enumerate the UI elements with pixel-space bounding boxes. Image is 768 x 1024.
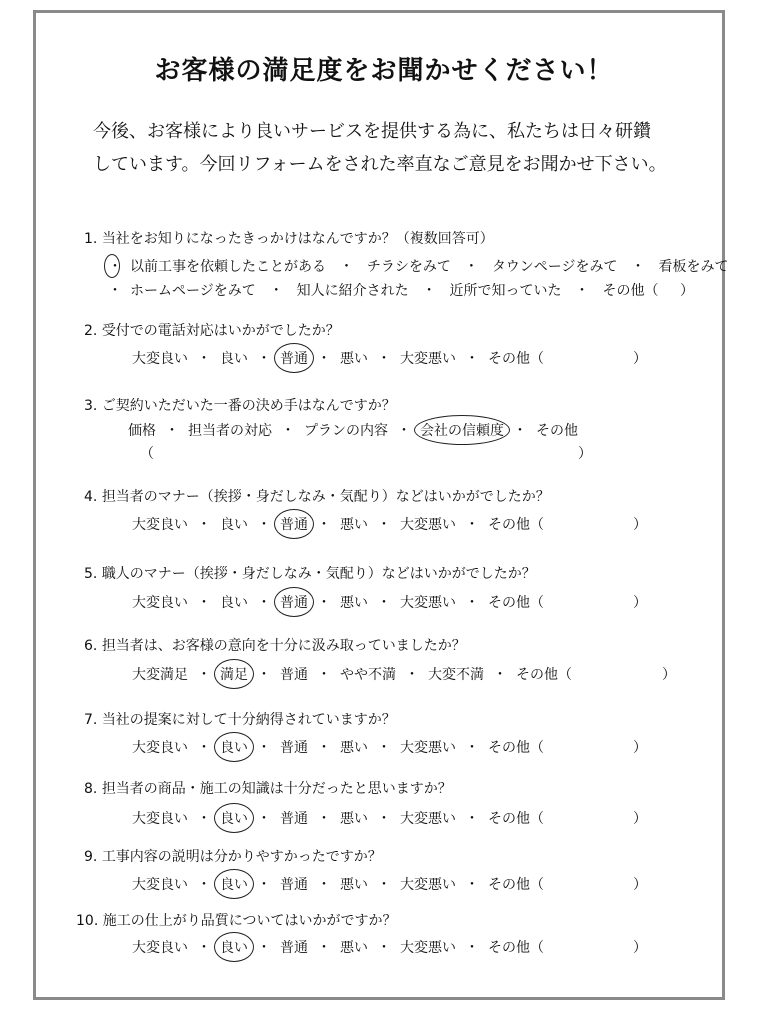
option-very-good[interactable]: 大変良い xyxy=(132,740,188,756)
question-10-options: 大変良い ・ 良い ・ 普通 ・ 悪い ・ 大変悪い ・ その他（ xyxy=(132,937,544,957)
option-good[interactable]: 良い xyxy=(220,595,248,611)
option-average[interactable]: 普通 xyxy=(280,348,308,368)
question-number: 5. xyxy=(84,566,98,582)
option-average[interactable]: 普通 xyxy=(280,514,308,534)
close-paren: ） xyxy=(662,667,676,683)
option-good[interactable]: 良い xyxy=(220,808,248,828)
option-other[interactable]: その他（ xyxy=(516,667,572,683)
close-paren: ） xyxy=(680,283,694,299)
option-referral[interactable]: 知人に紹介された xyxy=(296,283,409,299)
question-7 xyxy=(84,709,396,729)
question-number: 1. xyxy=(84,231,98,247)
close-paren: ） xyxy=(633,595,647,611)
option-very-bad[interactable]: 大変悪い xyxy=(400,351,456,367)
question-text: ご契約いただいた一番の決め手はなんですか？ xyxy=(101,398,396,414)
option-previous-work[interactable]: ・ 以前工事を依頼したことがある xyxy=(108,256,326,276)
option-price[interactable]: 価格 xyxy=(128,423,156,439)
intro-line-1: 今後、お客様により良いサービスを提供する為に、私たちは日々研鑽 xyxy=(93,121,651,142)
question-text: 受付での電話対応はいかがでしたか？ xyxy=(101,323,340,339)
option-very-satisfied[interactable]: 大変満足 xyxy=(132,667,188,683)
question-9-options: 大変良い ・ 良い ・ 普通 ・ 悪い ・ 大変悪い ・ その他（ xyxy=(132,874,544,894)
question-number: 4. xyxy=(84,489,98,505)
question-number: 9. xyxy=(84,849,98,865)
question-1-options-row-2: ・ ホームページをみて ・ 知人に紹介された ・ 近所で知っていた ・ その他（ xyxy=(108,280,658,300)
option-very-bad[interactable]: 大変悪い xyxy=(400,595,456,611)
option-very-good[interactable]: 大変良い xyxy=(132,595,188,611)
option-bad[interactable]: 悪い xyxy=(340,811,368,827)
question-text: 工事内容の説明は分かりやすかったですか？ xyxy=(101,849,382,865)
intro-line-2: しています。今回リフォームをされた率直なご意見をお聞かせ下さい。 xyxy=(93,154,667,175)
option-slightly-dissatisfied[interactable]: やや不満 xyxy=(340,667,396,683)
option-other[interactable]: その他（ xyxy=(488,517,544,533)
close-paren: ） xyxy=(633,740,647,756)
option-neighborhood[interactable]: 近所で知っていた xyxy=(449,283,562,299)
option-very-dissatisfied[interactable]: 大変不満 xyxy=(428,667,484,683)
option-signboard[interactable]: 看板をみて xyxy=(658,259,729,275)
option-satisfied[interactable]: 満足 xyxy=(220,664,248,684)
question-9 xyxy=(84,846,382,866)
option-average[interactable]: 普通 xyxy=(280,940,308,956)
option-flyer[interactable]: チラシをみて xyxy=(366,259,451,275)
question-number: 3. xyxy=(84,398,98,414)
question-3 xyxy=(84,395,396,415)
question-number: 6. xyxy=(84,638,98,654)
question-1 xyxy=(84,228,494,248)
question-8-options: 大変良い ・ 良い ・ 普通 ・ 悪い ・ 大変悪い ・ その他（ xyxy=(132,808,544,828)
question-6 xyxy=(84,635,466,655)
option-very-bad[interactable]: 大変悪い xyxy=(400,740,456,756)
option-good[interactable]: 良い xyxy=(220,737,248,757)
option-good[interactable]: 良い xyxy=(220,937,248,957)
option-good[interactable]: 良い xyxy=(220,517,248,533)
option-very-bad[interactable]: 大変悪い xyxy=(400,517,456,533)
option-homepage[interactable]: ・ ホームページをみて xyxy=(108,283,256,299)
question-4-options: 大変良い ・ 良い ・ 普通 ・ 悪い ・ 大変悪い ・ その他（ xyxy=(132,514,544,534)
option-average[interactable]: 普通 xyxy=(280,877,308,893)
question-text: 担当者は、お客様の意向を十分に汲み取っていましたか？ xyxy=(101,638,466,654)
option-bad[interactable]: 悪い xyxy=(340,740,368,756)
question-number: 7. xyxy=(84,712,98,728)
question-text: 当社をお知りになったきっかけはなんですか？（複数回答可） xyxy=(101,231,494,247)
question-4 xyxy=(84,486,550,506)
question-text: 職人のマナー（挨拶・身だしなみ・気配り）などはいかがでしたか？ xyxy=(101,566,536,582)
question-3-options: 価格 ・ 担当者の対応 ・ プランの内容 ・ 会社の信頼度 ・ その他 xyxy=(128,420,578,440)
option-good[interactable]: 良い xyxy=(220,351,248,367)
question-2-options: 大変良い ・ 良い ・ 普通 ・ 悪い ・ 大変悪い ・ その他（ xyxy=(132,348,544,368)
option-very-good[interactable]: 大変良い xyxy=(132,811,188,827)
question-number: 10. xyxy=(76,913,99,929)
option-average[interactable]: 普通 xyxy=(280,740,308,756)
option-very-good[interactable]: 大変良い xyxy=(132,517,188,533)
close-paren: ） xyxy=(633,877,647,893)
question-text: 担当者のマナー（挨拶・身だしなみ・気配り）などはいかがでしたか？ xyxy=(101,489,550,505)
close-paren: ） xyxy=(633,517,647,533)
question-5 xyxy=(84,563,536,583)
option-town-page[interactable]: タウンページをみて xyxy=(491,259,618,275)
option-very-good[interactable]: 大変良い xyxy=(132,351,188,367)
option-other[interactable]: その他（ xyxy=(488,740,544,756)
option-very-bad[interactable]: 大変悪い xyxy=(400,940,456,956)
question-5-options: 大変良い ・ 良い ・ 普通 ・ 悪い ・ 大変悪い ・ その他（ xyxy=(132,592,544,612)
option-very-good[interactable]: 大変良い xyxy=(132,877,188,893)
question-10 xyxy=(76,910,396,930)
option-average[interactable]: 普通 xyxy=(280,811,308,827)
option-other[interactable]: その他 xyxy=(536,423,578,439)
option-other[interactable]: その他（ xyxy=(488,595,544,611)
option-average[interactable]: 普通 xyxy=(280,592,308,612)
question-text: 施工の仕上がり品質についてはいかがですか？ xyxy=(102,913,397,929)
question-6-options: 大変満足 ・ 満足 ・ 普通 ・ やや不満 ・ 大変不満 ・ その他（ xyxy=(132,664,572,684)
open-paren: （ xyxy=(140,446,154,462)
close-paren: ） xyxy=(578,446,592,462)
option-bad[interactable]: 悪い xyxy=(340,877,368,893)
option-bad[interactable]: 悪い xyxy=(340,940,368,956)
option-company-trust[interactable]: 会社の信頼度 xyxy=(420,420,504,440)
close-paren: ） xyxy=(633,811,647,827)
option-plan-content[interactable]: プランの内容 xyxy=(304,423,388,439)
close-paren: ） xyxy=(633,940,647,956)
option-average[interactable]: 普通 xyxy=(280,667,308,683)
option-staff-response[interactable]: 担当者の対応 xyxy=(188,423,272,439)
option-very-bad[interactable]: 大変悪い xyxy=(400,877,456,893)
option-other[interactable]: その他（ xyxy=(488,877,544,893)
question-text: 担当者の商品・施工の知識は十分だったと思いますか？ xyxy=(101,781,452,797)
option-very-bad[interactable]: 大変悪い xyxy=(400,811,456,827)
question-1-options-row-1: ・ 以前工事を依頼したことがある ・ チラシをみて ・ タウンページをみて ・ 看板をみて xyxy=(108,256,728,276)
question-text: 当社の提案に対して十分納得されていますか？ xyxy=(101,712,396,728)
close-paren: ） xyxy=(633,351,647,367)
question-7-options: 大変良い ・ 良い ・ 普通 ・ 悪い ・ 大変悪い ・ その他（ xyxy=(132,737,544,757)
option-other[interactable]: その他（ xyxy=(488,351,544,367)
question-number: 8. xyxy=(84,781,98,797)
option-bad[interactable]: 悪い xyxy=(340,595,368,611)
option-bad[interactable]: 悪い xyxy=(340,517,368,533)
question-2 xyxy=(84,320,340,340)
option-other[interactable]: その他（ xyxy=(488,811,544,827)
question-number: 2. xyxy=(84,323,98,339)
option-very-good[interactable]: 大変良い xyxy=(132,940,188,956)
option-other[interactable]: その他（ xyxy=(488,940,544,956)
option-good[interactable]: 良い xyxy=(220,874,248,894)
page-title: お客様の満足度をお聞かせください！ xyxy=(154,56,614,86)
question-8 xyxy=(84,778,452,798)
option-bad[interactable]: 悪い xyxy=(340,351,368,367)
option-other[interactable]: その他（ xyxy=(602,283,659,299)
